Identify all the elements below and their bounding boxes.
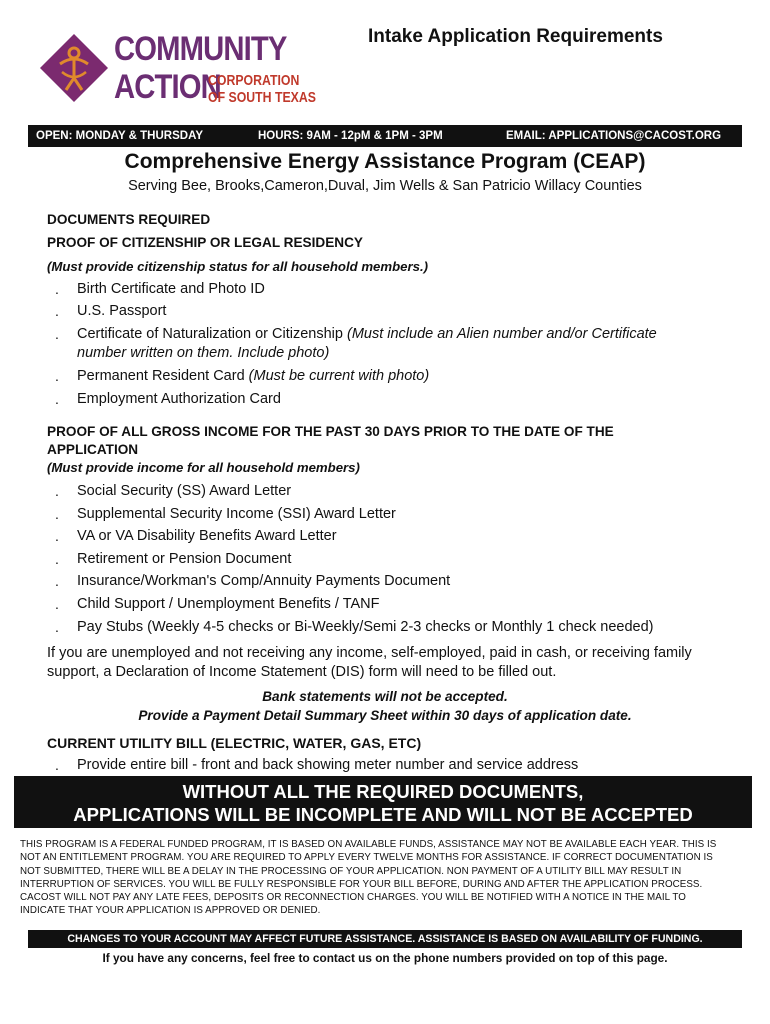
fine-print-line: INTERRUPTION OF SERVICES. YOU WILL BE FULLY RESPONSIBLE FOR YOUR BILL BEFORE, DURING AND AFTER THE APPLICATION PROCESS. [20,878,703,890]
logo-word-community: COMMUNITY [114,30,287,68]
citizenship-heading: PROOF OF CITIZENSHIP OR LEGAL RESIDENCY [47,235,363,250]
bullet-icon: . [55,281,59,297]
bullet-icon: . [55,483,59,499]
fine-print [20,838,746,918]
bullet-icon: . [55,596,59,612]
fine-print-line: NOT SUBMITTED, THERE WILL BE A DELAY IN THE PROCESSING OF YOUR APPLICATION. NON PAYMENT OF A UTILITY BILL MAY RESULT IN [20,865,682,877]
bank-statement-note: Bank statements will not be accepted. [262,689,508,704]
open-days: OPEN: MONDAY & THURSDAY [36,130,203,142]
income-heading-line2: APPLICATION [47,442,139,457]
list-item: . Pay Stubs (Weekly 4-5 checks or Bi-Weekly/Semi 2-3 checks or Monthly 1 check needed) [55,619,654,635]
logo-word-action: ACTION [114,68,221,106]
logo-corp-line2: OF SOUTH TEXAS [208,89,316,106]
documents-required-heading: DOCUMENTS REQUIRED [47,212,211,227]
logo-corp-line1: CORPORATION [208,72,300,89]
list-item: . Certificate of Naturalization or Citizenship (Must include an Alien number and/or Certificate [55,326,657,342]
bullet-icon: . [55,326,59,342]
income-note: (Must provide income for all household members) [47,460,360,475]
income-heading-line1: PROOF OF ALL GROSS INCOME FOR THE PAST 30 DAYS PRIOR TO THE DATE OF THE [47,424,614,439]
bullet-icon: . [55,303,59,319]
list-item: . Employment Authorization Card [55,391,281,407]
list-item: . VA or VA Disability Benefits Award Letter [55,528,337,544]
bullet-icon: . [55,391,59,407]
citizenship-note: (Must provide citizenship status for all household members.) [47,259,429,274]
fine-print-line: NOT AN ENTITLEMENT PROGRAM. YOU ARE REQUIRED TO APPLY EVERY TWELVE MONTHS FOR ASSISTANCE. IF CORRECT DOCUMENTATION IS [20,852,713,864]
warning-banner [14,776,752,828]
concerns-note: If you have any concerns, feel free to contact us on the phone numbers provided on top of this page. [102,951,668,965]
fine-print-line: CACOST WILL NOT PAY ANY LATE FEES, DEPOSITS OR RECONNECTION CHARGES. YOU WILL BE NOTIFIED WITH A NOTICE IN THE MAIL TO [20,892,686,904]
bullet-icon: . [55,528,59,544]
warning-line2: APPLICATIONS WILL BE INCOMPLETE AND WILL NOT BE ACCEPTED [73,804,693,825]
list-item: . Supplemental Security Income (SSI) Award Letter [55,506,396,522]
fine-print-line: THIS PROGRAM IS A FEDERAL FUNDED PROGRAM, IT IS BASED ON AVAILABLE FUNDS, ASSISTANCE MAY NOT BE AVAILABLE EACH YEAR. THIS IS [20,839,717,850]
list-item: . U.S. Passport [55,303,167,319]
bullet-icon: . [55,757,59,773]
logo-emblem-icon [40,34,108,102]
utility-heading: CURRENT UTILITY BILL (ELECTRIC, WATER, GAS, ETC) [47,735,422,751]
contact-info-bar [28,125,742,147]
fine-print-line: INDICATE THAT YOUR APPLICATION IS APPROVED OR DENIED. [20,905,321,917]
list-item: . Social Security (SS) Award Letter [55,483,292,499]
list-item: . Provide entire bill - front and back showing meter number and service address [55,757,579,773]
bullet-icon: . [55,573,59,589]
list-item: . Birth Certificate and Photo ID [55,281,265,297]
logo-corporation [208,72,316,106]
program-title: Comprehensive Energy Assistance Program (CEAP) [124,150,646,173]
contact-email[interactable]: EMAIL: APPLICATIONS@CACOST.ORG [506,130,722,142]
list-item: . Insurance/Workman's Comp/Annuity Payments Document [55,573,451,589]
warning-line1: WITHOUT ALL THE REQUIRED DOCUMENTS, [182,781,584,802]
bullet-icon: . [55,551,59,567]
unemployed-text-line2: support, a Declaration of Income Statement (DIS) form will need to be filled out. [47,664,557,680]
list-item: . Permanent Resident Card (Must be current with photo) [55,368,430,384]
office-hours: HOURS: 9AM - 12pM & 1PM - 3PM [258,130,443,142]
bullet-icon: . [55,368,59,384]
payment-detail-note: Provide a Payment Detail Summary Sheet within 30 days of application date. [138,708,632,723]
program-subtitle: Serving Bee, Brooks,Cameron,Duval, Jim Wells & San Patricio Willacy Counties [128,178,642,194]
bullet-icon: . [55,506,59,522]
changes-notice-bar: CHANGES TO YOUR ACCOUNT MAY AFFECT FUTURE ASSISTANCE. ASSISTANCE IS BASED ON AVAILABILITY OF FUNDING. [28,930,742,948]
list-item: . Retirement or Pension Document [55,551,292,567]
list-item: . Child Support / Unemployment Benefits / TANF [55,596,380,612]
unemployed-text-line1: If you are unemployed and not receiving any income, self-employed, paid in cash, or receiving family [47,645,692,661]
bullet-icon: . [55,619,59,635]
organization-logo [40,30,320,116]
document-title: Intake Application Requirements [368,26,663,47]
list-item-continuation: number written on them. Include photo) [77,345,330,361]
